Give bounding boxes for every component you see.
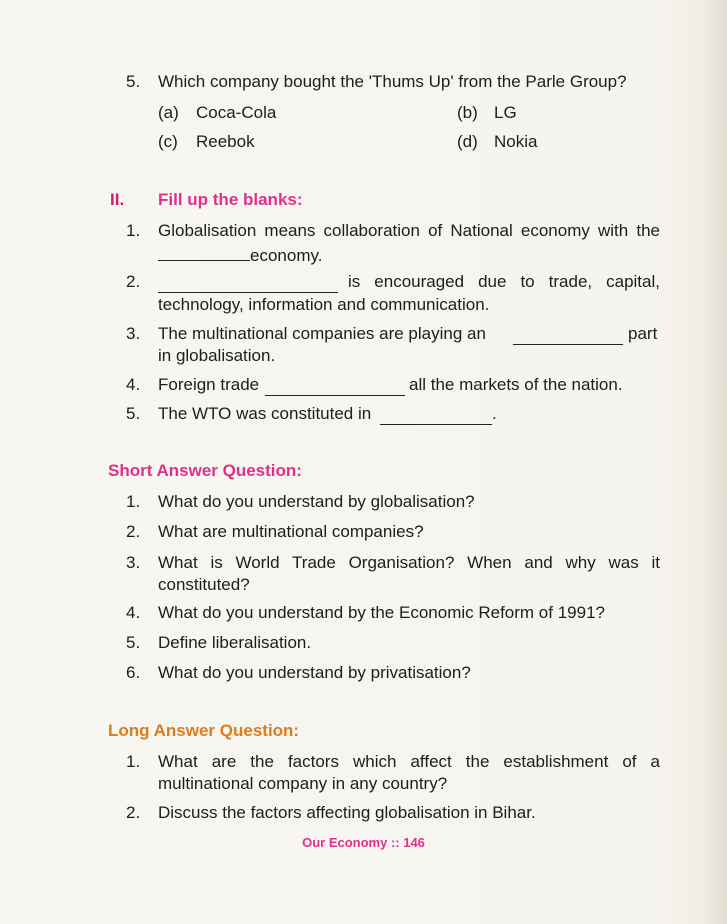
long-answer-title: Long Answer Question: [108, 721, 300, 740]
long-2-number: 2. [126, 803, 141, 822]
short-1-text: What do you understand by globalisation? [158, 492, 475, 511]
short-5-number: 5. [126, 633, 141, 652]
fill-5-before: The WTO was constituted in [158, 404, 372, 423]
long-1-text: What are the factors which affect the establishment of a [158, 752, 660, 771]
fill-5-number: 5. [126, 404, 141, 423]
option-b-text: LG [494, 103, 517, 122]
fill-3-number: 3. [126, 324, 141, 343]
short-3-line2: constituted? [158, 575, 250, 594]
section-2-title: Fill up the blanks: [158, 190, 303, 209]
short-4-number: 4. [126, 603, 141, 622]
short-1-number: 1. [126, 492, 141, 511]
short-4-text: What do you understand by the Economic Reform of 1991? [158, 603, 605, 622]
short-2-text: What are multinational companies? [158, 522, 424, 541]
page-footer: Our Economy :: 146 [302, 835, 425, 850]
short-answer-title: Short Answer Question: [108, 461, 302, 480]
fill-2-blank [158, 276, 338, 293]
long-2-text: Discuss the factors affecting globalisation in Bihar. [158, 803, 536, 822]
short-6-number: 6. [126, 663, 141, 682]
fill-2-number: 2. [126, 272, 141, 291]
short-3-number: 3. [126, 553, 141, 572]
section-2-roman: II. [110, 190, 125, 209]
option-a-key: (a) [158, 103, 179, 122]
mcq-5-question: Which company bought the 'Thums Up' from the Parle Group? [158, 72, 627, 91]
fill-3-after: part [628, 324, 658, 343]
fill-1-blank [158, 244, 250, 261]
fill-1-line2 [158, 244, 322, 266]
long-1-number: 1. [126, 752, 141, 771]
fill-3-before: The multinational companies are playing an [158, 324, 486, 343]
option-a-text: Coca-Cola [196, 103, 277, 122]
short-3-text: What is World Trade Organisation? When and why was it [158, 553, 660, 572]
fill-3-line2: in globalisation. [158, 346, 276, 365]
fill-1-number: 1. [126, 221, 141, 240]
fill-4-before: Foreign trade [158, 375, 260, 394]
fill-1-line1: Globalisation means collaboration of National economy with the [158, 221, 660, 240]
option-b-key: (b) [457, 103, 478, 122]
option-d-key: (d) [457, 132, 478, 151]
short-5-text: Define liberalisation. [158, 633, 312, 652]
option-c-key: (c) [158, 132, 178, 151]
fill-5-after: . [492, 404, 497, 423]
long-1-line2: multinational company in any country? [158, 774, 448, 793]
fill-5-blank [380, 408, 492, 425]
short-6-text: What do you understand by privatisation? [158, 663, 471, 682]
fill-4-blank [265, 379, 405, 396]
fill-2-line2: technology, information and communication. [158, 295, 490, 314]
short-2-number: 2. [126, 522, 141, 541]
option-d-text: Nokia [494, 132, 538, 151]
option-c-text: Reebok [196, 132, 255, 151]
mcq-5-number: 5. [126, 72, 141, 91]
page-edge-shadow [701, 0, 727, 924]
fill-1-after: economy. [250, 246, 323, 265]
fill-2-after: is encouraged due to trade, capital, [348, 272, 660, 291]
fill-4-after: all the markets of the nation. [409, 375, 623, 394]
fill-3-blank [513, 328, 623, 345]
fill-4-number: 4. [126, 375, 141, 394]
